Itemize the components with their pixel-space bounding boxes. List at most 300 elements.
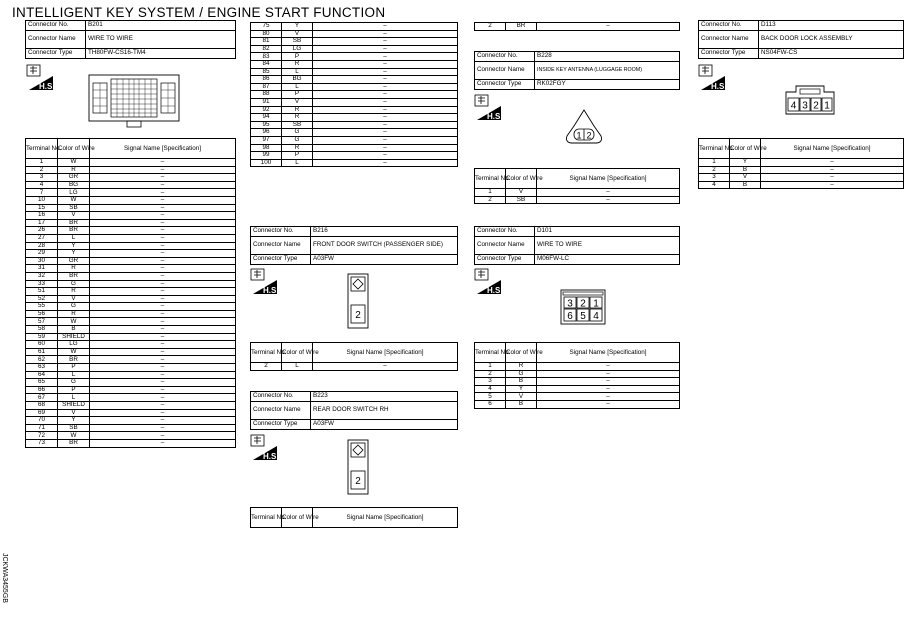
terminal-no-cell: 57 bbox=[26, 318, 58, 326]
table-row bbox=[26, 242, 236, 250]
terminal-no-cell: 2 bbox=[475, 370, 506, 378]
table-row bbox=[26, 227, 236, 235]
connector-face-d101 bbox=[560, 289, 606, 325]
terminal-no-cell: 6 bbox=[475, 400, 506, 408]
terminal-no-cell: 97 bbox=[251, 136, 282, 144]
wire-color-cell: L bbox=[58, 234, 90, 242]
wire-color-cell: W bbox=[58, 318, 90, 326]
wire-color-cell: R bbox=[506, 363, 537, 371]
wire-color-cell: P bbox=[282, 53, 313, 61]
svg-text:2: 2 bbox=[355, 310, 361, 321]
signal-name-header: Signal Name [Specification] bbox=[313, 508, 458, 528]
signal-name-cell: – bbox=[90, 318, 236, 326]
terminal-no-header: Terminal No. bbox=[475, 169, 506, 189]
signal-name-cell: – bbox=[90, 174, 236, 182]
wire-color-cell: G bbox=[58, 379, 90, 387]
terminal-no-cell: 51 bbox=[26, 288, 58, 296]
connector-no-label: Connector No. bbox=[475, 52, 535, 62]
signal-name-cell: – bbox=[537, 196, 680, 204]
wire-color-cell: BG bbox=[58, 181, 90, 189]
signal-name-cell: – bbox=[90, 166, 236, 174]
table-row bbox=[475, 400, 680, 408]
wire-color-cell: R bbox=[282, 144, 313, 152]
table-row bbox=[26, 257, 236, 265]
terminal-no-cell: 96 bbox=[251, 129, 282, 137]
connector-info-d101 bbox=[474, 226, 680, 265]
terminal-no-cell: 99 bbox=[251, 152, 282, 160]
wire-color-cell: Y bbox=[506, 385, 537, 393]
table-row bbox=[251, 106, 458, 114]
signal-name-cell: – bbox=[313, 159, 458, 167]
wire-color-cell: SB bbox=[282, 38, 313, 46]
connector-no-value: B228 bbox=[535, 52, 680, 62]
signal-name-cell: – bbox=[90, 402, 236, 410]
terminal-no-cell: 30 bbox=[26, 257, 58, 265]
wire-color-cell: B bbox=[730, 166, 761, 174]
terminal-table-b216 bbox=[250, 342, 458, 371]
table-row bbox=[26, 196, 236, 204]
signal-name-cell: – bbox=[90, 409, 236, 417]
wire-color-cell: BR bbox=[58, 219, 90, 227]
wire-color-cell: P bbox=[282, 152, 313, 160]
terminal-no-cell: 16 bbox=[26, 212, 58, 220]
signal-name-cell: – bbox=[537, 378, 680, 386]
signal-name-cell: – bbox=[90, 379, 236, 387]
wire-color-cell: Y bbox=[58, 250, 90, 258]
wire-color-cell: B bbox=[506, 400, 537, 408]
signal-name-header: Signal Name [Specification] bbox=[761, 139, 904, 159]
signal-name-cell: – bbox=[90, 272, 236, 280]
table-row bbox=[26, 333, 236, 341]
terminal-no-cell: 56 bbox=[26, 310, 58, 318]
signal-name-cell: – bbox=[313, 76, 458, 84]
harness-side-icon bbox=[474, 94, 504, 122]
signal-name-cell: – bbox=[313, 129, 458, 137]
connector-type-label: Connector Type bbox=[26, 49, 86, 59]
svg-text:5: 5 bbox=[580, 311, 586, 322]
connector-type-value: A03FW bbox=[311, 255, 458, 265]
terminal-no-cell: 32 bbox=[26, 272, 58, 280]
terminal-no-cell: 73 bbox=[26, 439, 58, 447]
wire-color-cell: V bbox=[506, 393, 537, 401]
svg-text:2: 2 bbox=[586, 130, 592, 141]
table-row bbox=[26, 310, 236, 318]
wire-color-cell: BR bbox=[58, 227, 90, 235]
terminal-no-cell: 92 bbox=[251, 106, 282, 114]
signal-name-cell: – bbox=[90, 265, 236, 273]
wire-color-cell: B bbox=[58, 326, 90, 334]
connector-name-label: Connector Name bbox=[699, 31, 759, 49]
table-row bbox=[475, 378, 680, 386]
signal-name-cell: – bbox=[313, 106, 458, 114]
wire-color-cell: BR bbox=[506, 23, 537, 31]
svg-text:1: 1 bbox=[593, 298, 599, 310]
connector-face-b223 bbox=[347, 439, 369, 495]
signal-name-cell: – bbox=[313, 23, 458, 31]
wire-color-cell: R bbox=[58, 265, 90, 273]
signal-name-cell: – bbox=[313, 91, 458, 99]
wire-color-cell: R bbox=[282, 106, 313, 114]
signal-name-cell: – bbox=[90, 250, 236, 258]
color-of-wire-header: Color of Wire bbox=[282, 343, 313, 363]
signal-name-cell: – bbox=[313, 38, 458, 46]
signal-name-cell: – bbox=[90, 219, 236, 227]
svg-text:1: 1 bbox=[824, 100, 830, 112]
terminal-no-cell: 1 bbox=[26, 159, 58, 167]
connector-info-b216 bbox=[250, 226, 458, 265]
table-row bbox=[26, 265, 236, 273]
terminal-no-cell: 4 bbox=[475, 385, 506, 393]
wire-color-cell: V bbox=[282, 98, 313, 106]
harness-side-icon bbox=[698, 64, 728, 92]
terminal-no-cell: 55 bbox=[26, 303, 58, 311]
terminal-no-cell: 3 bbox=[699, 174, 730, 182]
table-row bbox=[26, 234, 236, 242]
wire-color-cell: R bbox=[282, 60, 313, 68]
connector-no-value: B201 bbox=[86, 21, 236, 31]
table-row bbox=[26, 326, 236, 334]
signal-name-header: Signal Name [Specification] bbox=[313, 343, 458, 363]
terminal-no-cell: 5 bbox=[475, 393, 506, 401]
signal-name-cell: – bbox=[537, 400, 680, 408]
terminal-no-cell: 70 bbox=[26, 417, 58, 425]
harness-side-icon bbox=[474, 268, 504, 296]
terminal-no-cell: 2 bbox=[699, 166, 730, 174]
svg-text:H.S.: H.S. bbox=[263, 452, 279, 461]
table-row bbox=[26, 166, 236, 174]
table-row bbox=[26, 432, 236, 440]
page-title: INTELLIGENT KEY SYSTEM / ENGINE START FUNCTION bbox=[12, 5, 386, 20]
connector-type-label: Connector Type bbox=[251, 420, 311, 430]
wire-color-cell: R bbox=[58, 310, 90, 318]
wire-color-cell: L bbox=[282, 68, 313, 76]
table-row bbox=[699, 181, 904, 189]
signal-name-cell: – bbox=[537, 363, 680, 371]
signal-name-cell: – bbox=[90, 303, 236, 311]
terminal-no-cell: 69 bbox=[26, 409, 58, 417]
table-row bbox=[251, 45, 458, 53]
table-row bbox=[475, 196, 680, 204]
connector-face-b201 bbox=[87, 72, 181, 130]
connector-face-d113 bbox=[780, 80, 840, 116]
connector-no-label: Connector No. bbox=[251, 227, 311, 237]
connector-name-label: Connector Name bbox=[475, 237, 535, 255]
connector-name-label: Connector Name bbox=[251, 402, 311, 420]
table-row bbox=[26, 394, 236, 402]
signal-name-cell: – bbox=[90, 417, 236, 425]
table-row bbox=[26, 181, 236, 189]
signal-name-cell: – bbox=[90, 189, 236, 197]
wire-color-cell: BG bbox=[282, 76, 313, 84]
signal-name-cell: – bbox=[313, 68, 458, 76]
wire-color-cell: G bbox=[58, 280, 90, 288]
terminal-no-cell: 66 bbox=[26, 386, 58, 394]
wire-color-cell: Y bbox=[730, 159, 761, 167]
terminal-no-cell: 82 bbox=[251, 45, 282, 53]
terminal-no-cell: 59 bbox=[26, 333, 58, 341]
connector-info-d113 bbox=[698, 20, 904, 59]
table-row bbox=[26, 159, 236, 167]
signal-name-cell: – bbox=[537, 385, 680, 393]
table-row bbox=[26, 364, 236, 372]
table-row bbox=[26, 295, 236, 303]
table-row bbox=[251, 159, 458, 167]
signal-name-cell: – bbox=[90, 227, 236, 235]
terminal-table-b201-continued bbox=[250, 22, 458, 167]
terminal-no-cell: 2 bbox=[475, 23, 506, 31]
connector-info-b223 bbox=[250, 391, 458, 430]
svg-text:1: 1 bbox=[576, 130, 582, 141]
connector-name-value: REAR DOOR SWITCH RH bbox=[311, 402, 458, 420]
table-row bbox=[26, 417, 236, 425]
terminal-no-cell: 15 bbox=[26, 204, 58, 212]
svg-text:4: 4 bbox=[790, 100, 797, 112]
signal-name-cell: – bbox=[313, 45, 458, 53]
terminal-no-cell: 60 bbox=[26, 341, 58, 349]
connector-no-value: D113 bbox=[759, 21, 904, 31]
terminal-no-header: Terminal No. bbox=[26, 139, 58, 159]
connector-type-label: Connector Type bbox=[699, 49, 759, 59]
table-row bbox=[26, 174, 236, 182]
signal-name-cell: – bbox=[537, 189, 680, 197]
signal-name-cell: – bbox=[313, 152, 458, 160]
wire-color-cell: L bbox=[58, 371, 90, 379]
wire-color-cell: W bbox=[58, 432, 90, 440]
table-row bbox=[251, 144, 458, 152]
terminal-no-header: Terminal No. bbox=[251, 343, 282, 363]
wire-color-cell: L bbox=[282, 159, 313, 167]
wire-color-cell: SB bbox=[58, 204, 90, 212]
svg-text:2: 2 bbox=[355, 476, 361, 487]
terminal-no-cell: 86 bbox=[251, 76, 282, 84]
svg-text:H.S.: H.S. bbox=[487, 112, 503, 121]
color-of-wire-header: Color of Wire bbox=[58, 139, 90, 159]
wire-color-cell: G bbox=[58, 303, 90, 311]
wire-color-cell: P bbox=[58, 386, 90, 394]
terminal-no-cell: 29 bbox=[26, 250, 58, 258]
table-row bbox=[251, 23, 458, 31]
wire-color-cell: V bbox=[58, 212, 90, 220]
terminal-no-cell: 64 bbox=[26, 371, 58, 379]
table-row bbox=[699, 174, 904, 182]
color-of-wire-header: Color of Wire bbox=[506, 169, 537, 189]
terminal-no-header: Terminal No. bbox=[699, 139, 730, 159]
table-row bbox=[251, 83, 458, 91]
terminal-no-cell: 1 bbox=[475, 189, 506, 197]
connector-face-b216 bbox=[347, 273, 369, 329]
wire-color-cell: B bbox=[506, 378, 537, 386]
wire-color-cell: V bbox=[730, 174, 761, 182]
table-row bbox=[26, 204, 236, 212]
wire-color-cell: LG bbox=[58, 189, 90, 197]
terminal-no-cell: 2 bbox=[26, 166, 58, 174]
wire-color-cell: LG bbox=[282, 45, 313, 53]
connector-no-value: D101 bbox=[535, 227, 680, 237]
connector-no-value: B223 bbox=[311, 392, 458, 402]
terminal-no-cell: 7 bbox=[26, 189, 58, 197]
signal-name-cell: – bbox=[90, 212, 236, 220]
connector-name-label: Connector Name bbox=[251, 237, 311, 255]
signal-name-cell: – bbox=[90, 432, 236, 440]
connector-name-value: WIRE TO WIRE bbox=[86, 31, 236, 49]
wire-color-cell: P bbox=[282, 91, 313, 99]
wire-color-cell: V bbox=[58, 295, 90, 303]
wire-color-cell: W bbox=[58, 348, 90, 356]
wire-color-cell: BR bbox=[58, 439, 90, 447]
terminal-no-cell: 80 bbox=[251, 30, 282, 38]
connector-name-label: Connector Name bbox=[475, 62, 535, 80]
wire-color-cell: SB bbox=[506, 196, 537, 204]
table-row bbox=[251, 91, 458, 99]
wire-color-cell: Y bbox=[58, 242, 90, 250]
signal-name-header: Signal Name [Specification] bbox=[90, 139, 236, 159]
signal-name-cell: – bbox=[537, 393, 680, 401]
terminal-table-d113 bbox=[698, 138, 904, 189]
table-row bbox=[26, 219, 236, 227]
harness-side-icon bbox=[250, 434, 280, 462]
harness-side-icon bbox=[26, 64, 56, 92]
connector-name-value: WIRE TO WIRE bbox=[535, 237, 680, 255]
table-row bbox=[251, 152, 458, 160]
connector-type-value: M06FW-LC bbox=[535, 255, 680, 265]
table-row bbox=[475, 385, 680, 393]
terminal-no-cell: 94 bbox=[251, 114, 282, 122]
svg-text:3: 3 bbox=[802, 100, 808, 112]
svg-text:2: 2 bbox=[813, 100, 819, 112]
terminal-no-cell: 84 bbox=[251, 60, 282, 68]
terminal-no-cell: 3 bbox=[475, 378, 506, 386]
signal-name-cell: – bbox=[90, 234, 236, 242]
connector-type-value: NS04FW-CS bbox=[759, 49, 904, 59]
connector-no-label: Connector No. bbox=[26, 21, 86, 31]
signal-name-cell: – bbox=[90, 439, 236, 447]
table-row bbox=[251, 38, 458, 46]
signal-name-cell: – bbox=[313, 98, 458, 106]
terminal-no-cell: 3 bbox=[26, 174, 58, 182]
signal-name-cell: – bbox=[90, 288, 236, 296]
table-row bbox=[26, 303, 236, 311]
wire-color-cell: R bbox=[58, 166, 90, 174]
connector-type-label: Connector Type bbox=[251, 255, 311, 265]
signal-name-cell: – bbox=[90, 356, 236, 364]
signal-name-cell: – bbox=[90, 348, 236, 356]
terminal-no-cell: 68 bbox=[26, 402, 58, 410]
terminal-no-header: Terminal No. bbox=[475, 343, 506, 363]
signal-name-cell: – bbox=[90, 371, 236, 379]
signal-name-cell: – bbox=[313, 136, 458, 144]
signal-name-cell: – bbox=[90, 257, 236, 265]
table-row bbox=[26, 341, 236, 349]
table-row bbox=[251, 53, 458, 61]
terminal-table-b201 bbox=[25, 138, 236, 448]
connector-name-value: BACK DOOR LOCK ASSEMBLY bbox=[759, 31, 904, 49]
table-row bbox=[26, 424, 236, 432]
table-row bbox=[699, 159, 904, 167]
signal-name-cell: – bbox=[90, 333, 236, 341]
signal-name-cell: – bbox=[313, 121, 458, 129]
terminal-no-cell: 28 bbox=[26, 242, 58, 250]
signal-name-cell: – bbox=[90, 280, 236, 288]
terminal-table-d101 bbox=[474, 342, 680, 409]
terminal-no-cell: 4 bbox=[26, 181, 58, 189]
terminal-no-cell: 85 bbox=[251, 68, 282, 76]
table-row bbox=[251, 30, 458, 38]
wire-color-cell: G bbox=[282, 129, 313, 137]
signal-name-cell: – bbox=[90, 341, 236, 349]
connector-name-label: Connector Name bbox=[26, 31, 86, 49]
connector-info-b228 bbox=[474, 51, 680, 90]
table-row bbox=[26, 280, 236, 288]
connector-no-label: Connector No. bbox=[699, 21, 759, 31]
signal-name-header: Signal Name [Specification] bbox=[537, 169, 680, 189]
table-row bbox=[26, 318, 236, 326]
wire-color-cell: Y bbox=[58, 417, 90, 425]
table-row bbox=[26, 356, 236, 364]
table-row bbox=[475, 370, 680, 378]
signal-name-cell: – bbox=[537, 23, 680, 31]
svg-text:4: 4 bbox=[593, 311, 599, 322]
signal-name-cell: – bbox=[90, 310, 236, 318]
connector-face-b228 bbox=[563, 108, 605, 146]
table-row bbox=[251, 114, 458, 122]
terminal-no-cell: 26 bbox=[26, 227, 58, 235]
terminal-no-cell: 33 bbox=[26, 280, 58, 288]
signal-name-cell: – bbox=[90, 181, 236, 189]
terminal-no-cell: 61 bbox=[26, 348, 58, 356]
signal-name-cell: – bbox=[90, 295, 236, 303]
signal-name-cell: – bbox=[313, 144, 458, 152]
terminal-no-cell: 83 bbox=[251, 53, 282, 61]
connector-type-value: RK02FGY bbox=[535, 80, 680, 90]
terminal-no-cell: 2 bbox=[475, 196, 506, 204]
signal-name-cell: – bbox=[313, 363, 458, 371]
table-row bbox=[251, 363, 458, 371]
signal-name-header: Signal Name [Specification] bbox=[537, 343, 680, 363]
terminal-no-cell: 65 bbox=[26, 379, 58, 387]
connector-type-label: Connector Type bbox=[475, 255, 535, 265]
signal-name-cell: – bbox=[761, 181, 904, 189]
table-row bbox=[475, 393, 680, 401]
wire-color-cell: GR bbox=[58, 174, 90, 182]
signal-name-cell: – bbox=[313, 53, 458, 61]
wire-color-cell: G bbox=[282, 136, 313, 144]
terminal-no-cell: 88 bbox=[251, 91, 282, 99]
table-row bbox=[251, 60, 458, 68]
signal-name-cell: – bbox=[313, 114, 458, 122]
table-row bbox=[251, 98, 458, 106]
connector-type-label: Connector Type bbox=[475, 80, 535, 90]
color-of-wire-header: Color of Wire bbox=[730, 139, 761, 159]
terminal-table-b223 bbox=[250, 507, 458, 528]
terminal-no-cell: 4 bbox=[699, 181, 730, 189]
table-row bbox=[475, 189, 680, 197]
svg-text:6: 6 bbox=[567, 311, 573, 322]
terminal-no-cell: 31 bbox=[26, 265, 58, 273]
table-row bbox=[26, 348, 236, 356]
wire-color-cell: V bbox=[282, 30, 313, 38]
signal-name-cell: – bbox=[761, 166, 904, 174]
terminal-no-cell: 63 bbox=[26, 364, 58, 372]
table-row bbox=[251, 76, 458, 84]
color-of-wire-header: Color of Wire bbox=[282, 508, 313, 528]
signal-name-cell: – bbox=[90, 386, 236, 394]
signal-name-cell: – bbox=[90, 159, 236, 167]
wire-color-cell: SB bbox=[58, 424, 90, 432]
table-row bbox=[251, 68, 458, 76]
svg-text:H.S.: H.S. bbox=[39, 82, 55, 91]
table-row bbox=[251, 129, 458, 137]
wire-color-cell: L bbox=[58, 394, 90, 402]
